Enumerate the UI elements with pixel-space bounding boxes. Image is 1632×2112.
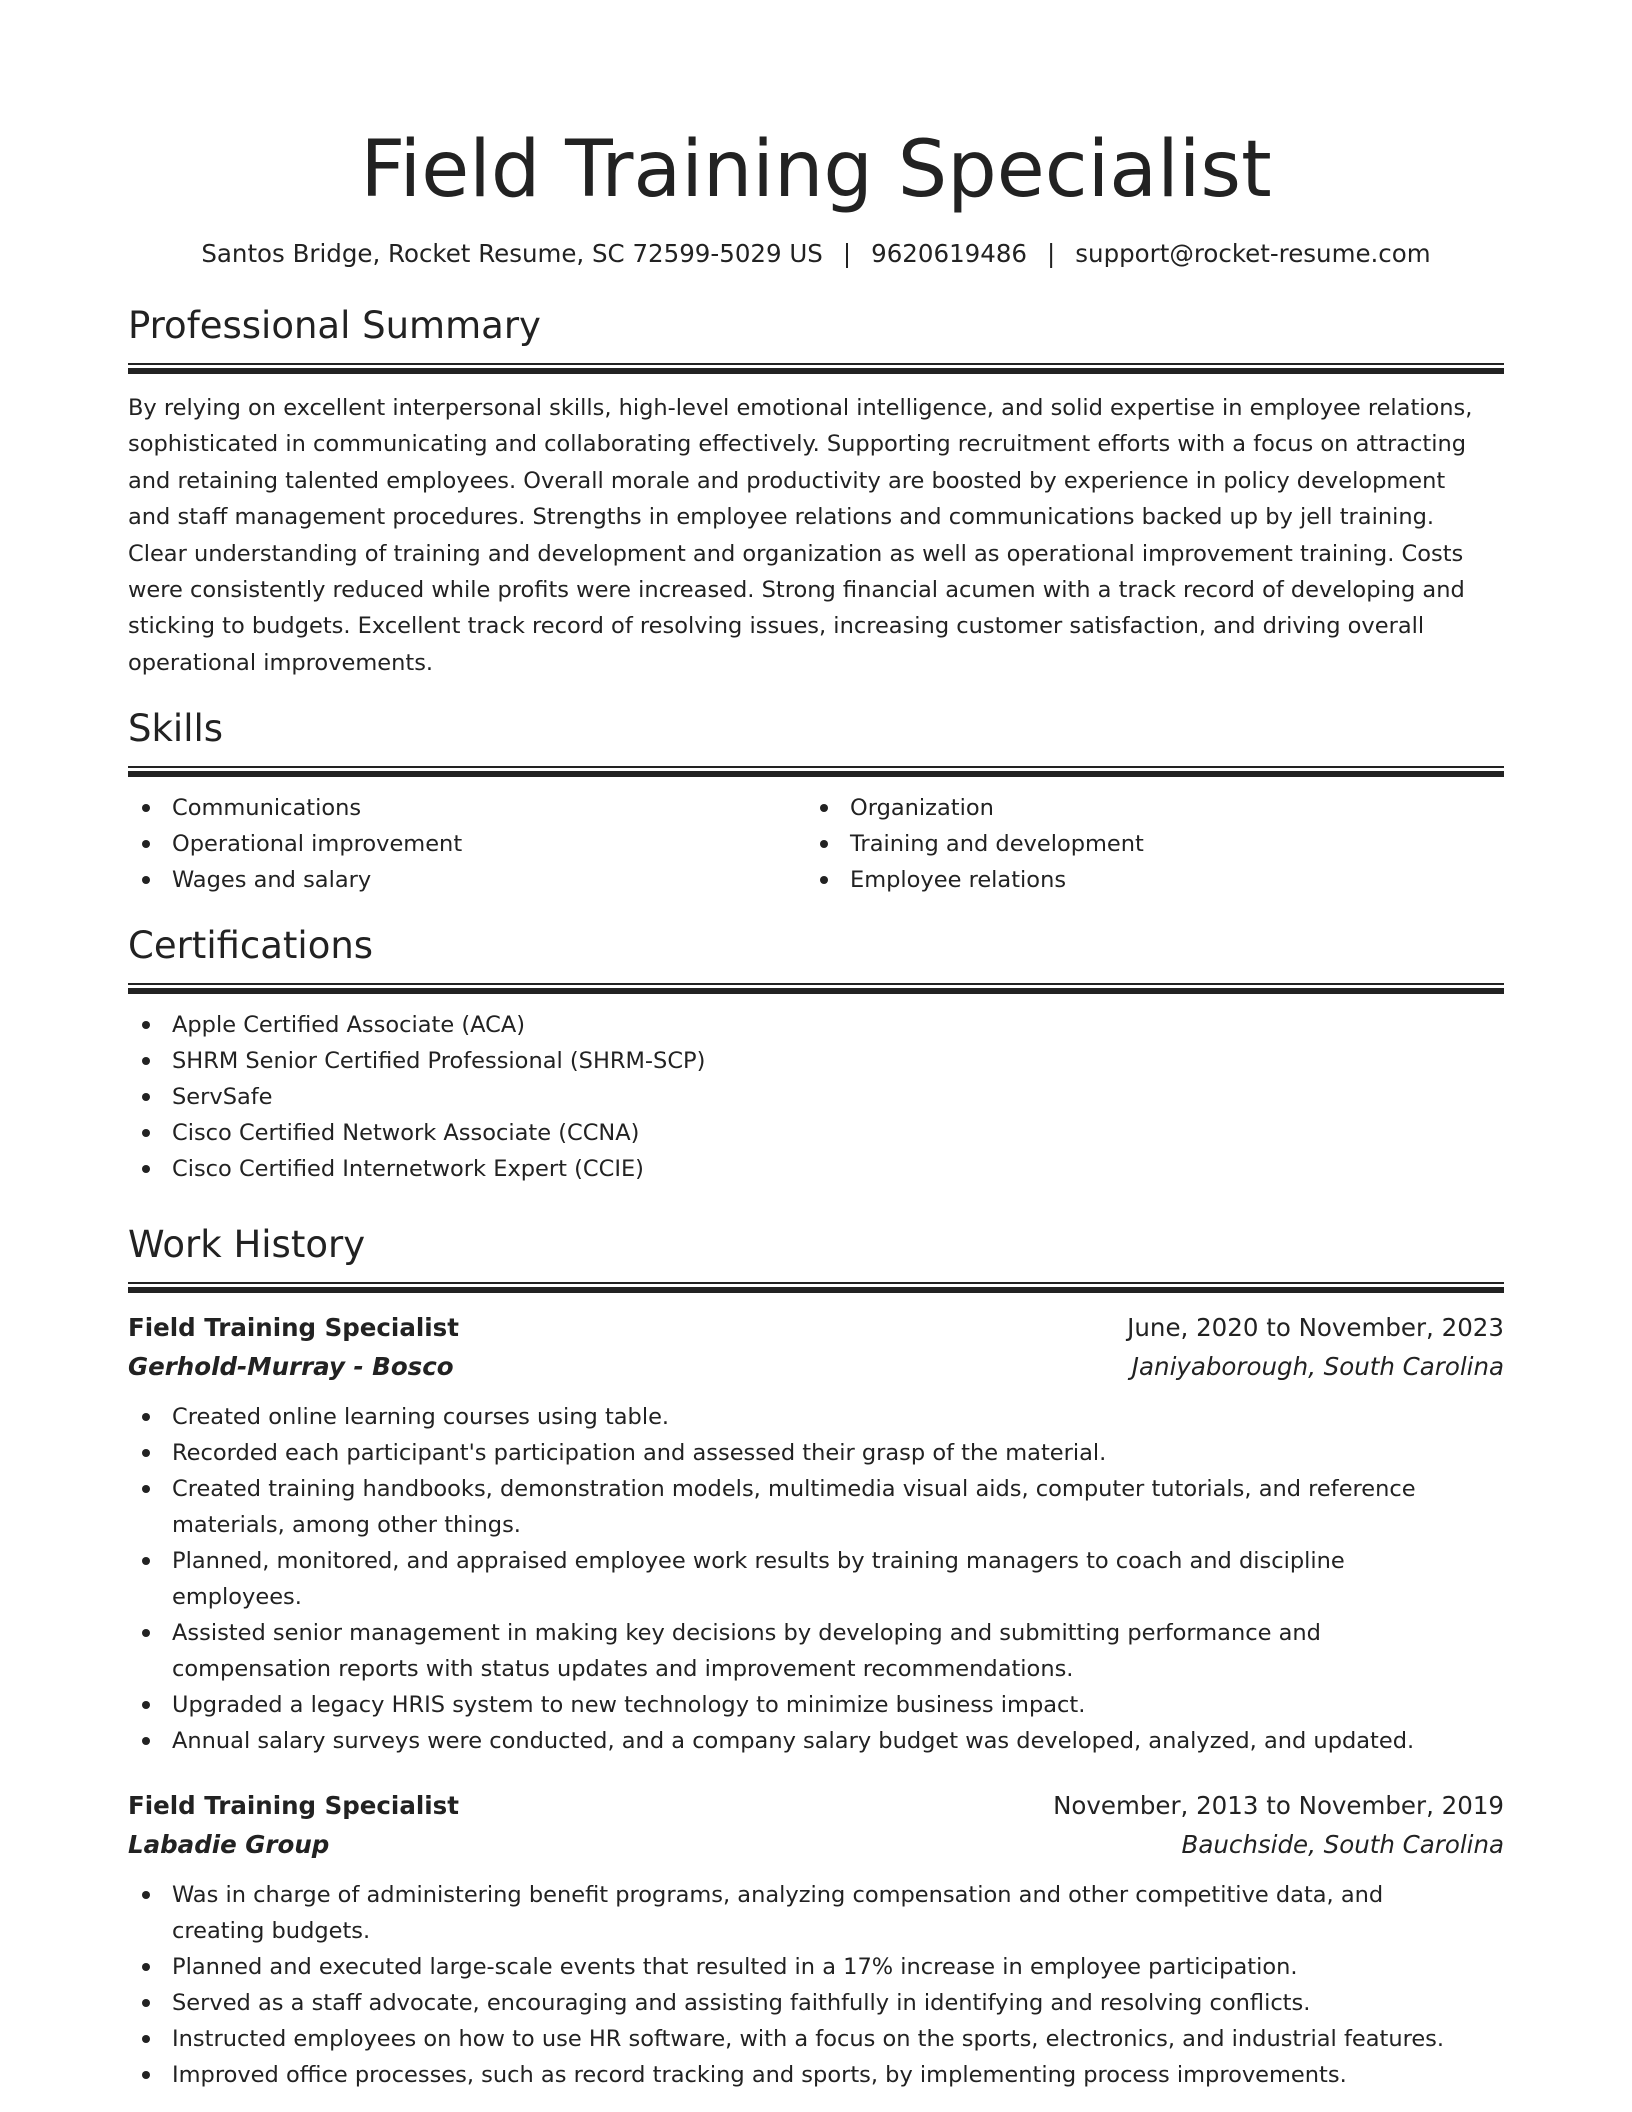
job-location: Janiyaborough, South Carolina — [1131, 1352, 1504, 1382]
bullet-line: compensation reports with status updates and improvement recommendations. — [172, 1656, 1074, 1683]
summary-line: sophisticated in communicating and collaborating effectively. Supporting recruitment efforts with a focus on attracting — [128, 431, 1467, 458]
job-bullet — [128, 1985, 1504, 2021]
contact-line — [128, 238, 1504, 270]
skill-item: Organization — [806, 790, 1484, 826]
section-title-work-history: Work History — [128, 1223, 366, 1267]
skills-section — [128, 705, 1504, 898]
bullet-line: materials, among other things. — [172, 1512, 521, 1539]
section-title-summary: Professional Summary — [128, 304, 541, 347]
section-divider — [128, 766, 1504, 777]
certifications-list — [128, 1007, 1504, 1187]
contact-email: support@rocket-resume.com — [1075, 239, 1431, 268]
job-title: Field Training Specialist — [128, 1791, 459, 1821]
job-location: Bauchside, South Carolina — [1181, 1830, 1504, 1860]
bullet-line: Upgraded a legacy HRIS system to new technology to minimize business impact. — [172, 1692, 1086, 1719]
skill-item: Communications — [128, 790, 806, 826]
skill-item: Employee relations — [806, 862, 1484, 898]
job-entry — [128, 1309, 1504, 1759]
skill-item: Wages and salary — [128, 862, 806, 898]
job-entry — [128, 1787, 1504, 2093]
certification-item: Cisco Certified Network Associate (CCNA) — [128, 1115, 1504, 1151]
bullet-line: Improved office processes, such as record tracking and sports, by implementing process improvements. — [172, 2062, 1347, 2089]
section-title-skills: Skills — [128, 707, 224, 751]
bullet-line: Created training handbooks, demonstration models, multimedia visual aids, computer tutorials, and reference — [172, 1476, 1416, 1503]
job-header — [128, 1787, 1504, 1825]
certification-item: Apple Certified Associate (ACA) — [128, 1007, 1504, 1043]
certification-item: SHRM Senior Certified Professional (SHRM-SCP) — [128, 1043, 1504, 1079]
job-bullet — [128, 1877, 1504, 1949]
summary-line: operational improvements. — [128, 649, 434, 676]
job-company: Gerhold-Murray - Bosco — [128, 1352, 454, 1382]
section-title-certifications: Certifications — [128, 924, 374, 968]
job-company: Labadie Group — [128, 1830, 330, 1860]
summary-line: and staff management procedures. Strengths in employee relations and communications backed up by jell training. — [128, 504, 1435, 531]
resume-page — [128, 0, 1504, 2093]
work-history-section — [128, 1221, 1504, 2093]
contact-separator: | — [1047, 239, 1056, 268]
job-bullet — [128, 1615, 1504, 1687]
summary-section — [128, 302, 1504, 681]
summary-line: sticking to budgets. Excellent track record of resolving issues, increasing customer satisfaction, and driving overall — [128, 613, 1425, 640]
job-bullet — [128, 2057, 1504, 2093]
certification-item: ServSafe — [128, 1079, 1504, 1115]
contact-phone: 9620619486 — [871, 239, 1028, 268]
job-bullets — [128, 1877, 1504, 2093]
resume-name: Field Training Specialist — [360, 125, 1272, 215]
bullet-line: Annual salary surveys were conducted, and a company salary budget was developed, analyzed, and updated. — [172, 1728, 1415, 1755]
job-bullet — [128, 1399, 1504, 1435]
job-subheader — [128, 1825, 1504, 1865]
job-subheader — [128, 1347, 1504, 1387]
job-dates: June, 2020 to November, 2023 — [1127, 1313, 1504, 1343]
job-dates: November, 2013 to November, 2019 — [1053, 1791, 1504, 1821]
contact-address: Santos Bridge, Rocket Resume, SC 72599-5029 US — [201, 239, 823, 268]
section-divider — [128, 363, 1504, 374]
contact-separator: | — [842, 239, 852, 268]
certification-item: Cisco Certified Internetwork Expert (CCIE) — [128, 1151, 1504, 1187]
skill-item: Training and development — [806, 826, 1484, 862]
summary-line: By relying on excellent interpersonal skills, high-level emotional intelligence, and solid expertise in employee relations, — [128, 395, 1473, 421]
job-bullet — [128, 1543, 1504, 1615]
job-header — [128, 1309, 1504, 1347]
skills-left-column — [128, 790, 806, 898]
bullet-line: Created online learning courses using table. — [172, 1404, 670, 1431]
job-bullet — [128, 1435, 1504, 1471]
job-bullet — [128, 1723, 1504, 1759]
bullet-line: creating budgets. — [172, 1918, 371, 1945]
certifications-section — [128, 922, 1504, 1187]
summary-line: and retaining talented employees. Overall morale and productivity are boosted by experience in policy development — [128, 467, 1446, 494]
job-title: Field Training Specialist — [128, 1313, 459, 1343]
section-divider — [128, 1282, 1504, 1293]
job-bullet — [128, 2021, 1504, 2057]
bullet-line: Planned, monitored, and appraised employee work results by training managers to coach and discipline — [172, 1548, 1345, 1575]
bullet-line: Was in charge of administering benefit programs, analyzing compensation and other competitive data, and — [172, 1882, 1384, 1909]
job-bullets — [128, 1399, 1504, 1759]
job-bullet — [128, 1471, 1504, 1543]
summary-text — [128, 390, 1504, 681]
job-bullet — [128, 1949, 1504, 1985]
summary-line: Clear understanding of training and development and organization as well as operational improvement training. Costs — [128, 540, 1464, 567]
job-bullet — [128, 1687, 1504, 1723]
section-divider — [128, 983, 1504, 994]
bullet-line: employees. — [172, 1584, 302, 1611]
bullet-line: Served as a staff advocate, encouraging and assisting faithfully in identifying and resolving conflicts. — [172, 1990, 1311, 2017]
summary-line: were consistently reduced while profits were increased. Strong financial acumen with a track record of developing and — [128, 577, 1465, 604]
bullet-line: Planned and executed large-scale events that resulted in a 17% increase in employee participation. — [172, 1954, 1298, 1981]
skill-item: Operational improvement — [128, 826, 806, 862]
bullet-line: Recorded each participant's participation and assessed their grasp of the material. — [172, 1440, 1107, 1467]
bullet-line: Assisted senior management in making key decisions by developing and submitting performance and — [172, 1620, 1321, 1647]
skills-columns — [128, 790, 1504, 898]
skills-right-column — [806, 790, 1484, 898]
bullet-line: Instructed employees on how to use HR software, with a focus on the sports, electronics, and industrial features. — [172, 2026, 1445, 2053]
